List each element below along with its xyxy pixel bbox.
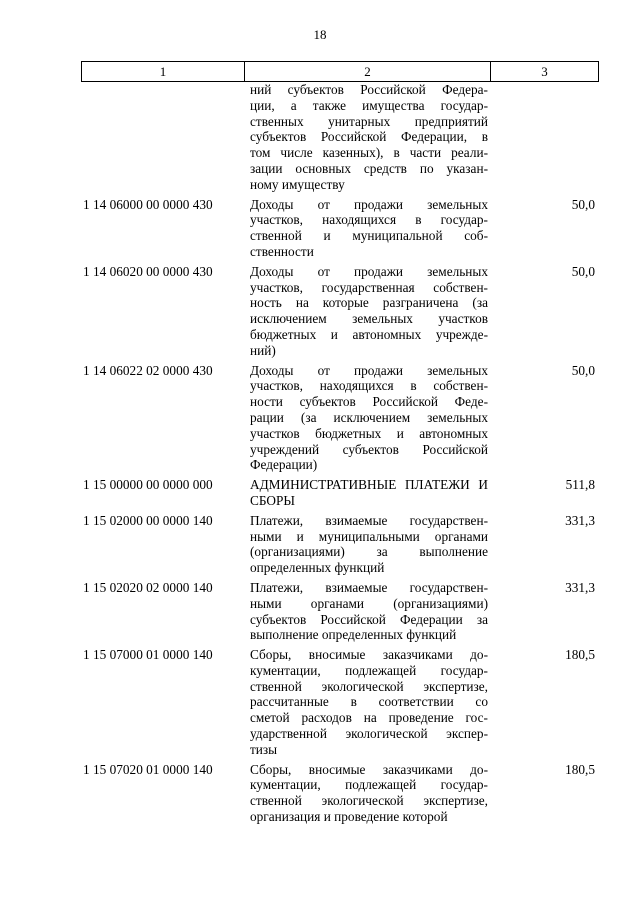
row-name-line: субъектов Российской Федерации, в <box>250 129 488 145</box>
row-name-line: ний) <box>250 342 276 358</box>
header-col-2: 2 <box>245 62 491 81</box>
row-name-line: ности субъектов Российской Феде- <box>250 394 488 410</box>
row-name-line: ственной и муниципальной соб- <box>250 228 488 244</box>
row-name-line: Платежи, взимаемые государствен- <box>250 512 488 528</box>
row-name-line: Доходы от продажи земельных <box>250 263 488 279</box>
row-name-line: АДМИНИСТРАТИВНЫЕ ПЛАТЕЖИ И <box>250 477 488 493</box>
table-row <box>81 647 599 758</box>
row-name-line: тизы <box>250 741 278 757</box>
row-name-line: сметой расходов на проведение гос- <box>250 710 488 726</box>
row-name-line: рассчитанные в соответствии со <box>250 694 488 710</box>
table-row <box>81 363 599 474</box>
row-name-line: СБОРЫ <box>250 492 296 508</box>
row-code: 1 15 02000 00 0000 140 <box>83 512 213 528</box>
row-code: 1 15 00000 00 0000 000 <box>83 477 213 493</box>
row-name-line: кументации, подлежащей государ- <box>250 662 488 678</box>
row-value: 50,0 <box>571 196 595 212</box>
row-name-line: организация и проведение которой <box>250 809 448 825</box>
row-name-line: исключением земельных участков <box>250 311 488 327</box>
row-code: 1 14 06020 00 0000 430 <box>83 263 213 279</box>
row-value: 331,3 <box>565 579 595 595</box>
row-name-line: кументации, подлежащей государ- <box>250 777 488 793</box>
row-name-line: ственных унитарных предприятий <box>250 113 488 129</box>
row-name-line: ными и муниципальными органами <box>250 528 488 544</box>
table-header <box>81 61 599 82</box>
table-row <box>81 82 599 193</box>
row-name-line: рации (за исключением земельных <box>250 409 488 425</box>
row-name-line: субъектов Российской Федерации за <box>250 611 488 627</box>
row-name-line: ному имуществу <box>250 176 345 192</box>
row-name <box>244 82 490 193</box>
row-code: 1 15 07000 01 0000 140 <box>83 647 213 663</box>
row-name <box>244 197 490 260</box>
row-name-line: Доходы от продажи земельных <box>250 196 488 212</box>
row-name-line: участков, находящихся в государ- <box>250 212 488 228</box>
row-name-line: том числе казенных), в части реали- <box>250 145 488 161</box>
row-name-line: Доходы от продажи земельных <box>250 362 488 378</box>
row-name <box>244 363 490 474</box>
row-name-line: выполнение определенных функций <box>250 627 457 643</box>
row-value: 331,3 <box>565 512 595 528</box>
row-name-line: участков, находящихся в собствен- <box>250 378 488 394</box>
row-value: 50,0 <box>571 362 595 378</box>
row-value <box>490 82 599 193</box>
row-code <box>81 82 244 193</box>
row-name-line: (организациями) за выполнение <box>250 544 488 560</box>
table-row <box>81 264 599 359</box>
page-number: 18 <box>313 27 327 42</box>
row-name-line: участков, государственная собствен- <box>250 279 488 295</box>
row-name <box>244 580 490 643</box>
row-value: 511,8 <box>565 477 595 493</box>
row-code: 1 14 06022 02 0000 430 <box>83 362 213 378</box>
row-name-line: Сборы, вносимые заказчиками до- <box>250 761 488 777</box>
header-col-3: 3 <box>541 64 548 79</box>
row-name-line: ность на которые разграничена (за <box>250 295 488 311</box>
row-name-line: участков бюджетных и автономных <box>250 425 488 441</box>
row-code: 1 14 06000 00 0000 430 <box>83 196 213 212</box>
row-name-line: ний субъектов Российской Федера- <box>250 82 488 97</box>
row-name <box>244 647 490 758</box>
row-name-line: Федерации) <box>250 457 318 473</box>
row-name-line: ственности <box>250 243 314 259</box>
header-col-1: 1 <box>82 62 245 81</box>
row-name-line: зации основных средств по указан- <box>250 160 488 176</box>
row-name-line: ции, а также имущества государ- <box>250 97 488 113</box>
row-name-line: Платежи, взимаемые государствен- <box>250 579 488 595</box>
row-name <box>244 513 490 576</box>
table-row <box>81 197 599 260</box>
table-row <box>81 513 599 576</box>
row-value: 50,0 <box>571 263 595 279</box>
row-code: 1 15 02020 02 0000 140 <box>83 579 213 595</box>
row-name-line: Сборы, вносимые заказчиками до- <box>250 647 488 663</box>
table-body <box>81 82 599 829</box>
row-code: 1 15 07020 01 0000 140 <box>83 761 213 777</box>
row-name-line: определенных функций <box>250 560 385 576</box>
row-name-line: ственной экологической экспертизе, <box>250 793 488 809</box>
row-name-line: ственной экологической экспертизе, <box>250 678 488 694</box>
row-name-line: ными органами (организациями) <box>250 595 488 611</box>
table-row <box>81 477 599 509</box>
row-name-line: ударственной экологической экспер- <box>250 726 488 742</box>
row-name <box>244 477 490 509</box>
row-name-line: учреждений субъектов Российской <box>250 441 488 457</box>
table-row <box>81 580 599 643</box>
table-row <box>81 762 599 825</box>
row-value: 180,5 <box>565 761 595 777</box>
row-value: 180,5 <box>565 647 595 663</box>
row-name <box>244 762 490 825</box>
row-name-line: бюджетных и автономных учрежде- <box>250 326 488 342</box>
row-name <box>244 264 490 359</box>
